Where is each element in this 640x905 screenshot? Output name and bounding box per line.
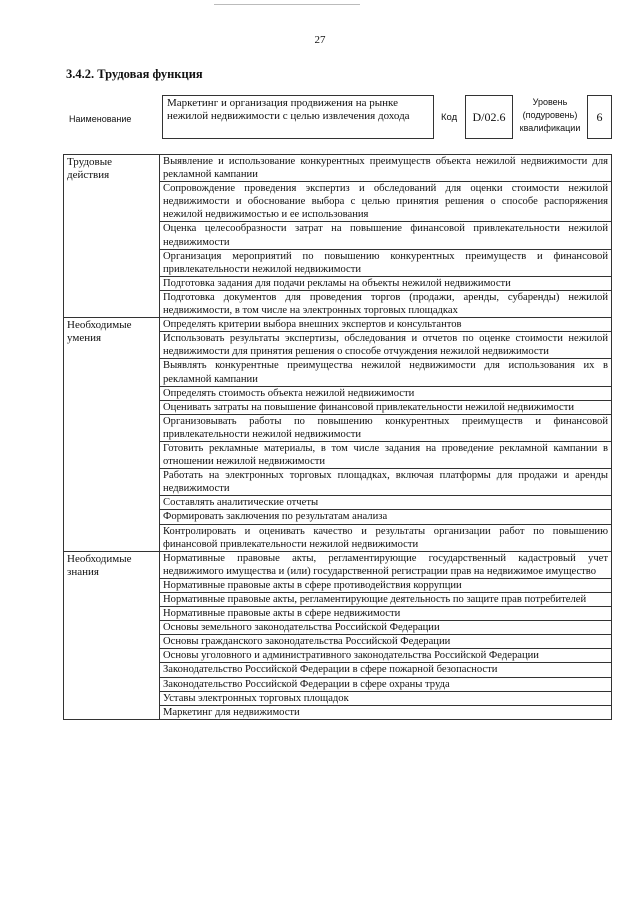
level-label-line-2: (подуровень)	[522, 110, 578, 120]
name-label: Наименование	[69, 114, 132, 124]
item-cell: Сопровождение проведения экспертиз и обследований для оценки стоимости нежилой недвижимости и обоснование выбора с целью принятия решения о способе распоряжения нежилой недвижимостью и ее использования	[160, 182, 612, 222]
item-cell: Выявление и использование конкурентных преимуществ объекта нежилой недвижимости для рекламной кампании	[160, 155, 612, 182]
item-cell: Организовывать работы по повышению конкурентных преимуществ и финансовой привлекательности нежилой недвижимости	[160, 414, 612, 441]
level-label	[515, 96, 585, 135]
item-cell: Составлять аналитические отчеты	[160, 496, 612, 510]
item-cell: Законодательство Российской Федерации в сфере пожарной безопасности	[160, 663, 612, 677]
item-cell: Готовить рекламные материалы, в том числе задания на проведение рекламной кампании в отношении нежилой недвижимости	[160, 441, 612, 468]
code-label: Код	[441, 112, 458, 123]
item-cell: Определять стоимость объекта нежилой недвижимости	[160, 386, 612, 400]
item-cell: Формировать заключения по результатам анализа	[160, 510, 612, 524]
category-cell: Необходимые знания	[64, 551, 160, 719]
item-cell: Определять критерии выбора внешних экспертов и консультантов	[160, 318, 612, 332]
item-cell: Оценивать затраты на повышение финансовой привлекательности нежилой недвижимости	[160, 400, 612, 414]
level-label-line-3: квалификации	[519, 123, 581, 133]
item-cell: Нормативные правовые акты, регламентирующие деятельность по защите прав потребителей	[160, 593, 612, 607]
item-cell: Уставы электронных торговых площадок	[160, 691, 612, 705]
item-cell: Контролировать и оценивать качество и результаты организации работ по повышению финансовой привлекательности нежилой недвижимости	[160, 524, 612, 551]
category-cell: Трудовые действия	[64, 155, 160, 318]
item-cell: Подготовка задания для подачи рекламы на объекты нежилой недвижимости	[160, 276, 612, 290]
top-rule	[214, 4, 360, 5]
item-cell: Выявлять конкурентные преимущества нежилой недвижимости для использования их в рекламной кампании	[160, 359, 612, 386]
item-cell: Основы гражданского законодательства Российской Федерации	[160, 635, 612, 649]
item-cell: Работать на электронных торговых площадках, включая платформы для продажи и аренды недвижимости	[160, 469, 612, 496]
function-table	[63, 154, 612, 720]
item-cell: Подготовка документов для проведения торгов (продажи, аренды, субаренды) нежилой недвижимости, в том числе на электронных торговых площадках	[160, 290, 612, 317]
item-cell: Маркетинг для недвижимости	[160, 705, 612, 719]
level-value: 6	[587, 95, 612, 139]
item-cell: Основы уголовного и административного законодательства Российской Федерации	[160, 649, 612, 663]
level-label-line-1: Уровень	[532, 97, 568, 107]
code-value: D/02.6	[465, 95, 513, 139]
item-cell: Законодательство Российской Федерации в сфере охраны труда	[160, 677, 612, 691]
category-cell: Необходимые умения	[64, 318, 160, 552]
name-value: Маркетинг и организация продвижения на рынке нежилой недвижимости с целью извлечения дохода	[162, 95, 434, 139]
item-cell: Оценка целесообразности затрат на повышение финансовой привлекательности нежилой недвижимости	[160, 222, 612, 249]
table-row	[64, 318, 612, 332]
page-number: 27	[314, 34, 326, 46]
table-row	[64, 551, 612, 578]
item-cell: Использовать результаты экспертизы, обследования и отчетов по оценке стоимости нежилой недвижимости для принятия решения о способе отчуждения нежилой недвижимости	[160, 332, 612, 359]
item-cell: Нормативные правовые акты в сфере недвижимости	[160, 607, 612, 621]
item-cell: Основы земельного законодательства Российской Федерации	[160, 621, 612, 635]
item-cell: Организация мероприятий по повышению конкурентных преимуществ и финансовой привлекательности нежилой недвижимости	[160, 249, 612, 276]
item-cell: Нормативные правовые акты в сфере противодействия коррупции	[160, 578, 612, 592]
section-title: 3.4.2. Трудовая функция	[66, 67, 203, 81]
function-table-body	[64, 155, 612, 720]
table-row	[64, 155, 612, 182]
item-cell: Нормативные правовые акты, регламентирующие государственный кадастровый учет недвижимого имущества и (или) государственной регистрации прав на недвижимое имущество	[160, 551, 612, 578]
